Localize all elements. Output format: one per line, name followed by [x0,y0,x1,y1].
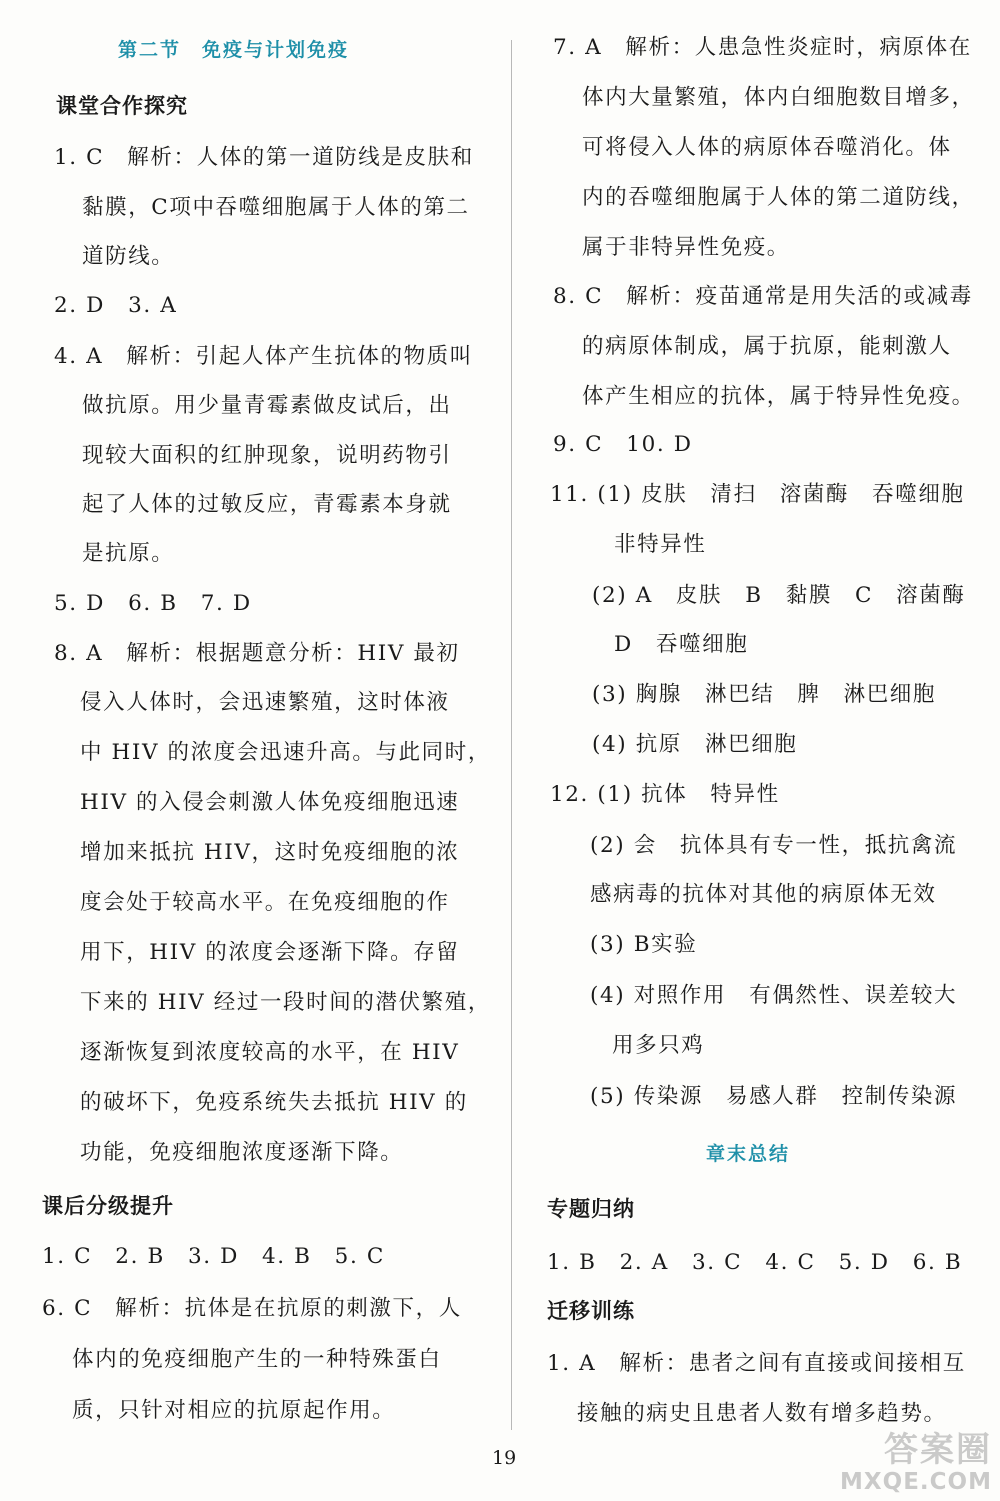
answer-line: HIV 的入侵会刺激人体免疫细胞迅速 [80,790,460,815]
column-divider [511,40,512,1430]
answer-line: (3) B实验 [590,932,698,957]
answer-line: 体内大量繁殖，体内白细胞数目增多， [582,85,975,110]
answer-line: 体内的免疫细胞产生的一种特殊蛋白 [72,1347,442,1372]
answer-line: (4) 对照作用 有偶然性、误差较大 [590,983,958,1008]
answer-line: 8. C 解析：疫苗通常是用失活的或减毒 [553,284,973,309]
watermark-logo: 答案圈 [884,1430,992,1470]
answer-line: 1. C 2. B 3. D 4. B 5. C [42,1244,385,1269]
answer-line: 8. A 解析：根据题意分析：HIV 最初 [54,641,460,666]
answer-line: 做抗原。用少量青霉素做皮试后，出 [82,393,452,418]
answer-line: 1. C 解析：人体的第一道防线是皮肤和 [54,145,474,170]
answer-line: (2) A 皮肤 B 黏膜 C 溶菌酶 [592,583,966,608]
answer-line: 6. C 解析：抗体是在抗原的刺激下，人 [42,1296,462,1321]
answer-line: 度会处于较高水平。在免疫细胞的作 [80,890,450,915]
answer-line: 中 HIV 的浓度会迅速升高。与此同时， [80,740,491,765]
answer-line: (3) 胸腺 淋巴结 脾 淋巴细胞 [592,682,936,707]
answer-line: 1. B 2. A 3. C 4. C 5. D 6. B [547,1250,963,1275]
answer-line: 4. A 解析：引起人体产生抗体的物质叫 [54,344,473,369]
answer-line: 逐渐恢复到浓度较高的水平，在 HIV [80,1040,460,1065]
answer-line: 是抗原。 [82,541,175,566]
answer-line: 1. A 解析：患者之间有直接或间接相互 [547,1351,966,1376]
answer-line: 质，只针对相应的抗原起作用。 [72,1398,396,1423]
answer-line: 的破坏下，免疫系统失去抵抗 HIV 的 [80,1090,468,1115]
section-title-chapter-summary: 章末总结 [706,1143,791,1165]
answer-line: 接触的病史且患者人数有增多趋势。 [577,1401,947,1426]
answer-line: (2) 会 抗体具有专一性，抵抗禽流 [590,833,958,858]
answer-line: 5. D 6. B 7. D [54,591,252,616]
answer-line: 2. D 3. A [54,293,178,318]
answer-line: 的病原体制成，属于抗原，能刺激人 [582,334,952,359]
answer-line: 属于非特异性免疫。 [582,235,790,260]
answer-line: 现较大面积的红肿现象，说明药物引 [82,443,452,468]
watermark [840,1431,992,1495]
answer-line: 内的吞噬细胞属于人体的第二道防线， [582,185,975,210]
answer-line: 功能，免疫细胞浓度逐渐下降。 [80,1140,404,1165]
heading-after-class: 课后分级提升 [42,1194,174,1218]
answer-line: 感病毒的抗体对其他的病原体无效 [590,882,937,907]
answer-line: (4) 抗原 淋巴细胞 [592,732,798,757]
heading-topic-summary: 专题归纳 [547,1197,635,1221]
section-title-immunity: 第二节 免疫与计划免疫 [118,39,350,61]
answer-line: 非特异性 [614,532,707,557]
answer-line: 11. (1) 皮肤 清扫 溶菌酶 吞噬细胞 [550,482,965,507]
answer-line: 7. A 解析：人患急性炎症时，病原体在 [553,35,972,60]
answer-line: D 吞噬细胞 [614,632,749,657]
answer-line: 增加来抵抗 HIV，这时免疫细胞的浓 [80,840,460,865]
heading-classroom-inquiry: 课堂合作探究 [56,94,188,118]
answer-line: 侵入人体时，会迅速繁殖，这时体液 [80,690,450,715]
answer-line: 起了人体的过敏反应，青霉素本身就 [82,492,452,517]
answer-line: 12. (1) 抗体 特异性 [550,782,780,807]
page-number: 19 [492,1447,517,1469]
heading-transfer-training: 迁移训练 [547,1299,635,1323]
answer-line: (5) 传染源 易感人群 控制传染源 [590,1084,958,1109]
answer-line: 用下，HIV 的浓度会逐渐下降。存留 [80,940,460,965]
answer-line: 用多只鸡 [612,1033,705,1058]
answer-line: 下来的 HIV 经过一段时间的潜伏繁殖， [80,990,491,1015]
answer-line: 黏膜，C项中吞噬细胞属于人体的第二 [82,195,470,220]
answer-line: 9. C 10. D [553,432,693,457]
answer-line: 体产生相应的抗体，属于特异性免疫。 [582,384,975,409]
answer-line: 道防线。 [82,244,175,269]
watermark-url: MXQE.COM [840,1469,992,1495]
answer-line: 可将侵入人体的病原体吞噬消化。体 [582,135,952,160]
